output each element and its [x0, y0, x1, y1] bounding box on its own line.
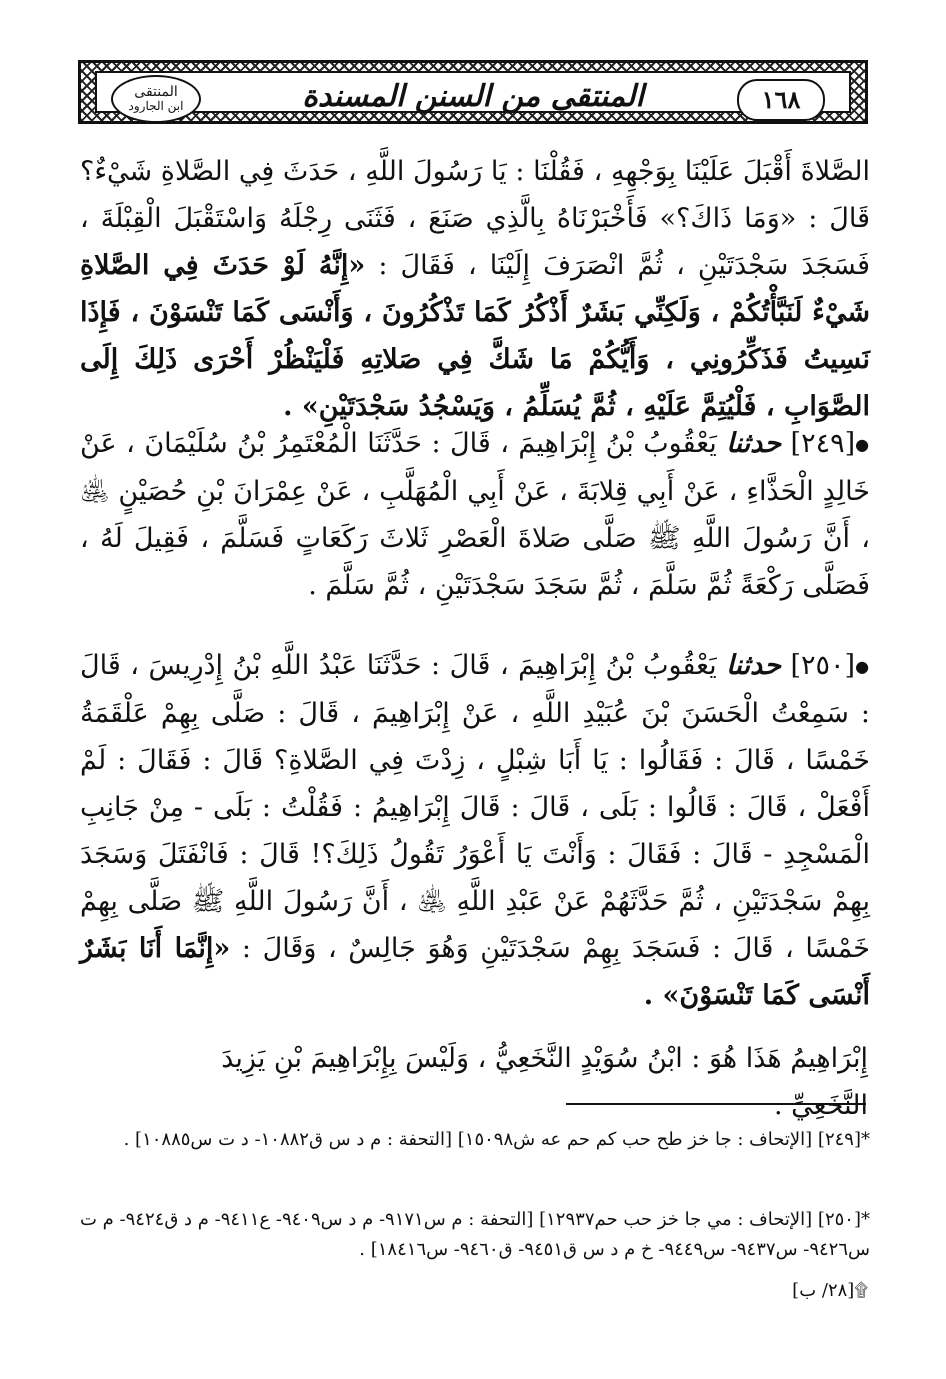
narration-word: حدثنا	[726, 650, 781, 681]
publisher-seal	[111, 75, 201, 123]
manuscript-folio-marker	[792, 1276, 868, 1306]
book-title: المنتقى من السنن المسندة	[302, 79, 644, 114]
editor-note: إِبْرَاهِيمُ هَذَا هُوَ : ابْنُ سُوَيْدٍ النَّخَعِيُّ ، وَلَيْسَ بِإِبْرَاهِيمَ بْنِ يَزِيدَ النَّخَعِيِّ .	[221, 1043, 868, 1121]
footnote-249: *[٢٤٩] [الإتحاف : جا خز طح حب كم حم عه ش١٥٠٩٨] [التحفة : م د س ق١٠٨٨٢- د ت س١٠٨٨٥] .	[123, 1129, 870, 1150]
hadith-number: [٢٤٩]	[790, 428, 856, 459]
page-number: ١٦٨	[737, 79, 825, 121]
hadith-number: [٢٥٠]	[790, 650, 856, 681]
hadith-249	[80, 420, 870, 609]
bullet-icon: ●	[855, 435, 870, 454]
narration-word: حدثنا	[726, 428, 782, 459]
footnote-250: *[٢٥٠] [الإتحاف : مي جا خز حب حم١٢٩٣٧] [التحفة : م س٩١٧١- م د س٩٤٠٩- ع٩٤١١- م د ق٩٤٢٤- م ت س٩٤٢٦- س٩٤٣٧- س٩٤٤٩- خ م د س ق٩٤٥١- ق٩٤٦٠- س١٨٤١٦] .	[80, 1209, 871, 1260]
page-header	[78, 60, 868, 124]
bullet-icon: ●	[855, 657, 870, 676]
folio-label: [٢٨/ ب]	[792, 1280, 855, 1301]
hadith-250	[80, 642, 870, 1019]
hadith-text: يَعْقُوبُ بْنُ إِبْرَاهِيمَ ، قَالَ : حَدَّثَنَا الْمُعْتَمِرُ بْنُ سُلَيْمَانَ ، عَنْ خَالِدٍ الْحَذَّاءِ ، عَنْ أَبِي قِلابَةَ ، عَنْ أَبِي الْمُهَلَّبِ ، عَنْ عِمْرَانَ بْنِ حُصَيْنٍ ﵁ ، أَنَّ رَسُولَ اللَّهِ ﷺ صَلَّى صَلاةَ الْعَصْرِ ثَلاثَ رَكَعَاتٍ فَسَلَّمَ ، فَقِيلَ لَهُ ، فَصَلَّى رَكْعَةً ثُمَّ سَلَّمَ ، ثُمَّ سَجَدَ سَجْدَتَيْنِ ، ثُمَّ سَلَّمَ .	[80, 428, 870, 601]
footnote-divider	[566, 1103, 866, 1105]
seal-line-1: المنتقى	[134, 84, 178, 100]
header-inner-frame	[95, 71, 851, 113]
intro-paragraph	[80, 148, 870, 430]
hadith-text: يَعْقُوبُ بْنُ إِبْرَاهِيمَ ، قَالَ : حَدَّثَنَا عَبْدُ اللَّهِ بْنُ إِدْرِيسَ ، قَالَ : سَمِعْتُ الْحَسَنَ بْنَ عُبَيْدِ اللَّهِ ، عَنْ إِبْرَاهِيمَ ، قَالَ : صَلَّى بِهِمْ عَلْقَمَةُ خَمْسًا ، قَالَ : فَقَالُوا : يَا أَبَا شِبْلٍ ، زِدْتَ فِي الصَّلاةِ؟ قَالَ : فَقَالَ : لَمْ أَفْعَلْ ، قَالَ : قَالُوا : بَلَى ، قَالَ : قَالَ إِبْرَاهِيمُ : فَقُلْتُ : بَلَى - مِنْ جَانِبِ الْمَسْجِدِ - قَالَ : فَقَالَ : وَأَنْتَ يَا أَعْوَرُ تَقُولُ ذَلِكَ؟! قَالَ : فَانْفَتَلَ وَسَجَدَ بِهِمْ سَجْدَتَيْنِ ، ثُمَّ حَدَّثَهُمْ عَنْ عَبْدِ اللَّهِ ﵁ ، أَنَّ رَسُولَ اللَّهِ ﷺ صَلَّى بِهِمْ خَمْسًا ، قَالَ : فَسَجَدَ بِهِمْ سَجْدَتَيْنِ وَهُوَ جَالِسٌ ، وَقَالَ :	[80, 650, 870, 964]
seal-line-2: ابن الجارود	[128, 99, 184, 113]
prophet-words: «إِنَّهُ لَوْ حَدَثَ فِي الصَّلاةِ شَيْءٌ لَنَبَّأْتُكُمْ ، وَلَكِنِّي بَشَرٌ أَذْكُرُ كَمَا تَذْكُرُونَ ، وَأَنْسَى كَمَا تَنْسَوْنَ ، فَإِذَا نَسِيتُ فَذَكِّرُونِي ، وَأَيُّكُمْ مَا شَكَّ فِي صَلاتِهِ فَلْيَنْظُرْ أَحْرَى ذَلِكَ إِلَى الصَّوَابِ ، فَلْيُتِمَّ عَلَيْهِ ، ثُمَّ يُسَلِّمُ ، وَيَسْجُدُ سَجْدَتَيْنِ» .	[80, 250, 870, 422]
folio-icon: ۩	[854, 1280, 868, 1301]
prophet-words: «إِنَّمَا أَنَا بَشَرٌ أَنْسَى كَمَا تَنْسَوْنَ» .	[80, 933, 870, 1011]
intro-text: الصَّلاةَ أَقْبَلَ عَلَيْنَا بِوَجْهِهِ ، فَقُلْنَا : يَا رَسُولَ اللَّهِ ، حَدَثَ فِي الصَّلاةِ شَيْءٌ؟ قَالَ : «وَمَا ذَاكَ؟» فَأَخْبَرْنَاهُ بِالَّذِي صَنَعَ ، فَثَنَى رِجْلَهُ وَاسْتَقْبَلَ الْقِبْلَةَ ، فَسَجَدَ سَجْدَتَيْنِ ، ثُمَّ انْصَرَفَ إِلَيْنَا ، فَقَالَ :	[80, 156, 870, 281]
